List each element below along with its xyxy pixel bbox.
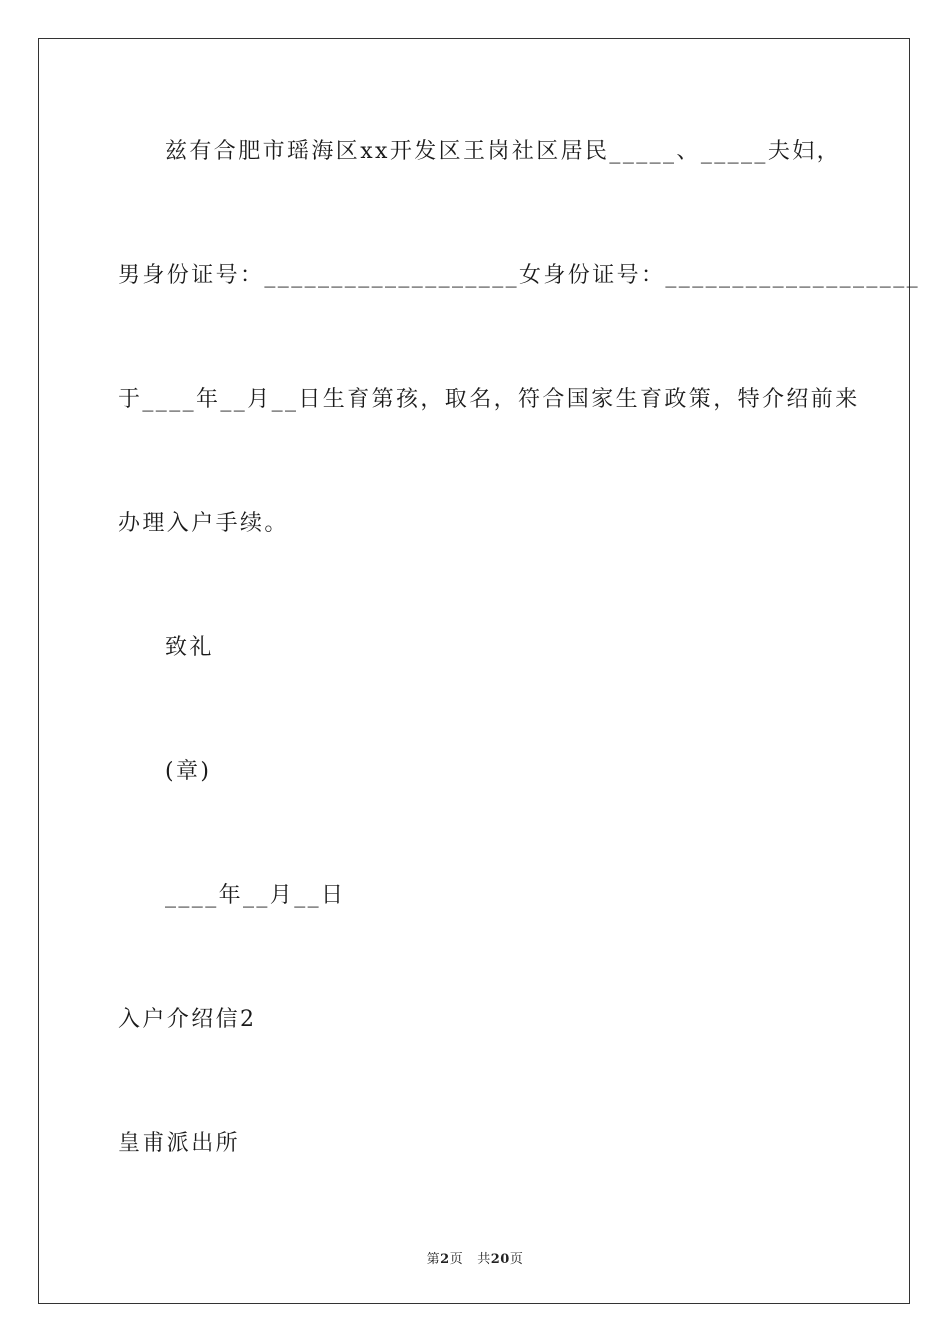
addressee: 皇甫派出所 <box>118 1131 241 1156</box>
paragraph-id-numbers: 男身份证号：___________________女身份证号：___________________ <box>118 263 921 288</box>
footer-page-suffix: 页 <box>449 1252 464 1267</box>
paragraph-intro: 兹有合肥市瑶海区xx开发区王岗社区居民_____、_____夫妇， <box>165 139 842 164</box>
page-footer <box>0 1248 950 1267</box>
section-heading: 入户介绍信2 <box>118 1007 257 1032</box>
footer-page-number: 2 <box>440 1252 450 1267</box>
date-line: ____年__月__日 <box>165 883 346 908</box>
closing-salutation: 致礼 <box>165 635 214 660</box>
footer-total-pages: 20 <box>490 1252 510 1267</box>
footer-total-prefix: 共 <box>477 1252 491 1267</box>
footer-total-suffix: 页 <box>509 1252 524 1267</box>
paragraph-birth-info: 于____年__月__日生育第孩，取名，符合国家生育政策，特介绍前来 <box>118 387 860 412</box>
page-border <box>38 38 910 1304</box>
seal-placeholder: (章) <box>165 759 212 784</box>
footer-page-prefix: 第 <box>426 1252 441 1267</box>
paragraph-procedure: 办理入户手续。 <box>118 511 289 536</box>
